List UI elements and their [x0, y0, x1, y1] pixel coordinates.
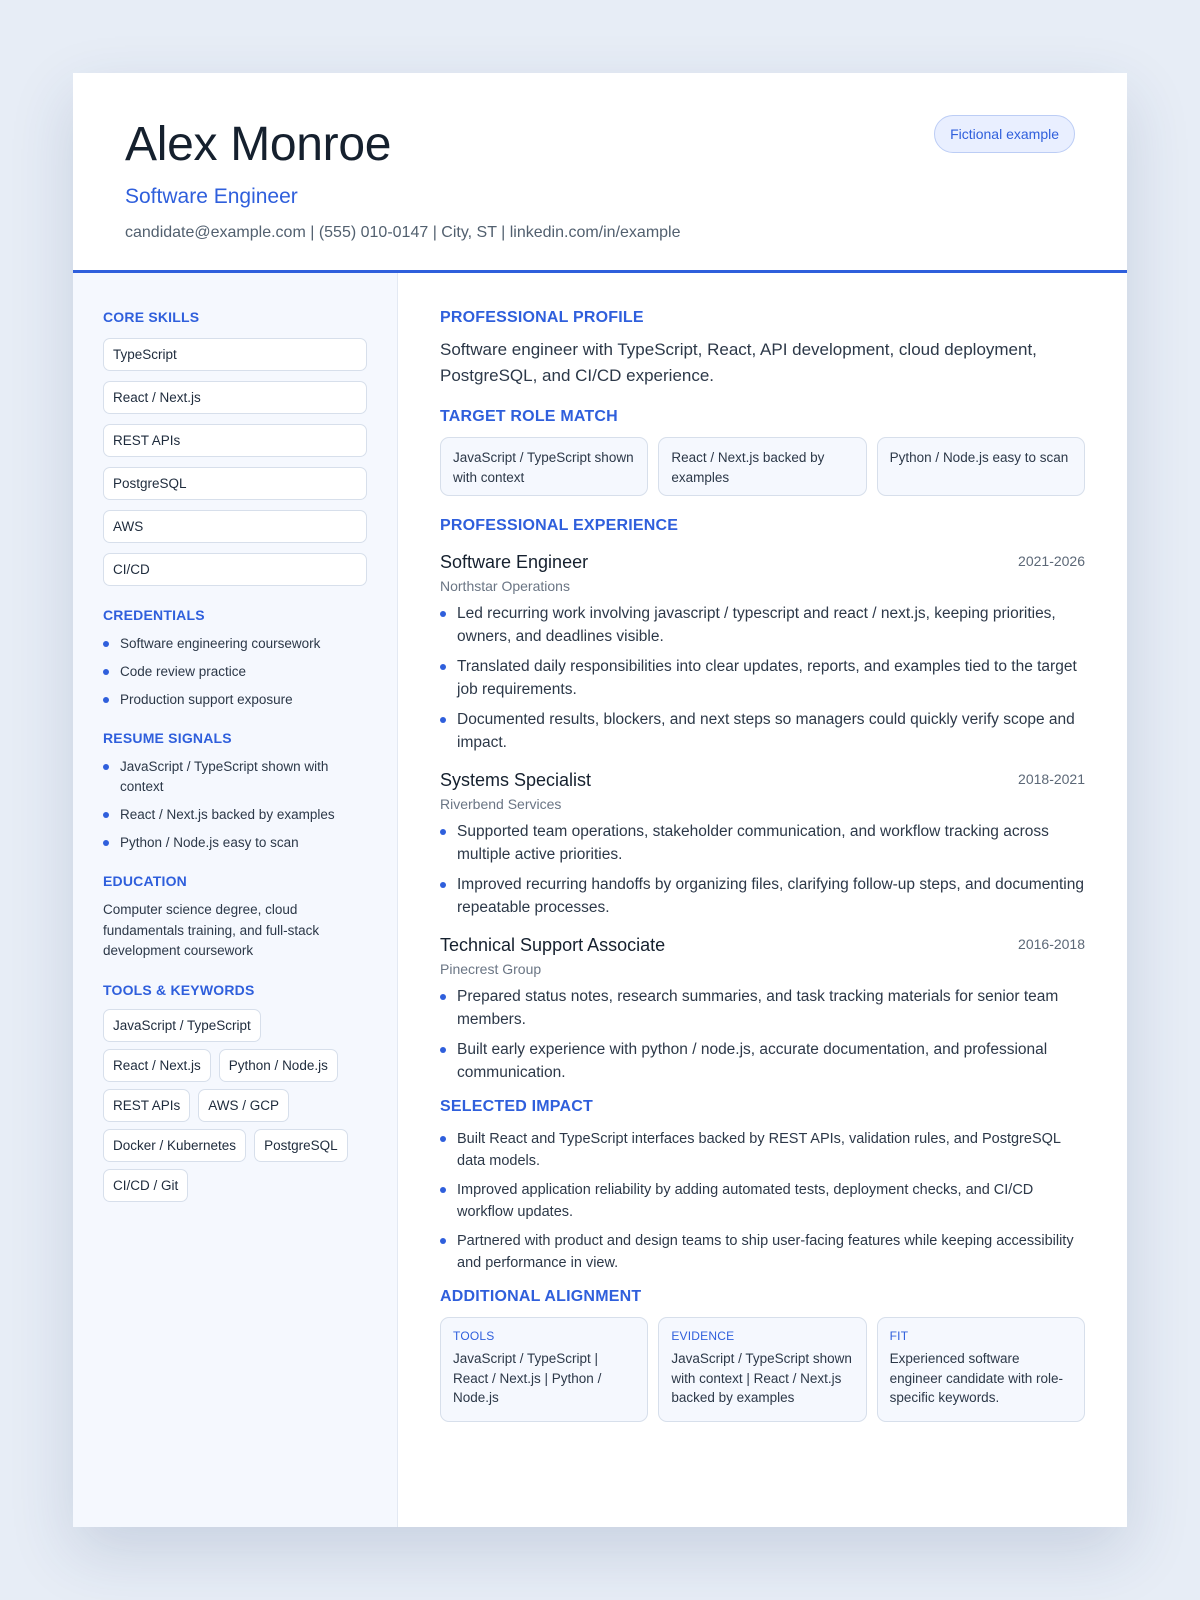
job-bullet: Prepared status notes, research summaries, and task tracking materials for senior team members. — [440, 985, 1085, 1031]
resume-header — [73, 73, 1127, 273]
credentials-heading: CREDENTIALS — [103, 607, 205, 623]
job-dates: 2016-2018 — [1018, 936, 1085, 952]
tool-tag: Python / Node.js — [219, 1049, 338, 1082]
job-bullet: Built early experience with python / node.js, accurate documentation, and professional communication. — [440, 1038, 1085, 1084]
job-bullet: Supported team operations, stakeholder communication, and workflow tracking across multiple active priorities. — [440, 820, 1085, 866]
resume-signals-section — [103, 730, 367, 853]
job-dates: 2018-2021 — [1018, 771, 1085, 787]
skill-item: React / Next.js — [103, 381, 367, 414]
job-company: Riverbend Services — [440, 796, 562, 812]
alignment-label: TOOLS — [453, 1329, 495, 1343]
core-skills-heading: CORE SKILLS — [103, 309, 200, 325]
job-title: Systems Specialist — [440, 770, 592, 790]
alignment-text: Experienced software engineer candidate with role-specific keywords. — [889, 1351, 1064, 1405]
education-text: Computer science degree, cloud fundamentals training, and full-stack development coursework — [103, 902, 320, 958]
alignment-card — [658, 1317, 866, 1422]
impact-item: Improved application reliability by adding automated tests, deployment checks, and CI/CD workflow updates. — [440, 1179, 1085, 1223]
target-role-section — [440, 408, 1085, 496]
tools-section — [103, 982, 367, 1202]
credential-item: Production support exposure — [103, 690, 367, 710]
tool-tag: JavaScript / TypeScript — [103, 1009, 261, 1042]
tool-tag: AWS / GCP — [198, 1089, 289, 1122]
candidate-name: Alex Monroe — [125, 118, 392, 171]
tool-tag: React / Next.js — [103, 1049, 211, 1082]
job-company: Pinecrest Group — [440, 961, 542, 977]
alignment-label: EVIDENCE — [671, 1329, 735, 1343]
credential-item: Code review practice — [103, 662, 367, 682]
skill-item: PostgreSQL — [103, 467, 367, 500]
fictional-badge: Fictional example — [934, 115, 1075, 153]
profile-heading: PROFESSIONAL PROFILE — [440, 309, 644, 326]
tool-tag: PostgreSQL — [254, 1129, 348, 1162]
tool-tag: Docker / Kubernetes — [103, 1129, 246, 1162]
resume-page — [73, 73, 1127, 1527]
impact-item: Partnered with product and design teams to ship user-facing features while keeping accessibility and performance in view. — [440, 1230, 1085, 1274]
credential-item: Software engineering coursework — [103, 634, 367, 654]
job-entry — [440, 933, 1085, 1084]
alignment-text: JavaScript / TypeScript | React / Next.js | Python / Node.js — [453, 1351, 602, 1405]
alignment-text: JavaScript / TypeScript shown with context | React / Next.js backed by examples — [671, 1351, 852, 1405]
skill-item: TypeScript — [103, 338, 367, 371]
signal-item: React / Next.js backed by examples — [103, 805, 367, 825]
education-section — [103, 873, 367, 962]
alignment-heading: ADDITIONAL ALIGNMENT — [440, 1288, 642, 1305]
job-bullet: Documented results, blockers, and next steps so managers could quickly verify scope and impact. — [440, 708, 1085, 754]
alignment-label: FIT — [889, 1329, 909, 1343]
credentials-section — [103, 607, 367, 710]
job-title: Software Engineer — [440, 552, 589, 572]
core-skills-section — [103, 309, 367, 586]
job-bullet: Translated daily responsibilities into clear updates, reports, and examples tied to the target job requirements. — [440, 655, 1085, 701]
signal-item: Python / Node.js easy to scan — [103, 833, 367, 853]
alignment-section — [440, 1288, 1085, 1422]
impact-section — [440, 1098, 1085, 1274]
job-bullet: Led recurring work involving javascript / typescript and react / next.js, keeping priorities, owners, and deadlines visible. — [440, 602, 1085, 648]
impact-heading: SELECTED IMPACT — [440, 1098, 593, 1115]
impact-item: Built React and TypeScript interfaces backed by REST APIs, validation rules, and PostgreSQL data models. — [440, 1128, 1085, 1172]
experience-section — [440, 517, 1085, 1084]
profile-section — [440, 309, 1085, 389]
tools-heading: TOOLS & KEYWORDS — [103, 981, 255, 998]
tool-tag: CI/CD / Git — [103, 1169, 188, 1202]
job-entry — [440, 550, 1085, 754]
alignment-card — [440, 1317, 648, 1422]
job-bullet: Improved recurring handoffs by organizing files, clarifying follow-up steps, and documenting repeatable processes. — [440, 873, 1085, 919]
skill-item: AWS — [103, 510, 367, 543]
alignment-card — [877, 1317, 1085, 1422]
skill-item: CI/CD — [103, 553, 367, 586]
job-entry — [440, 768, 1085, 919]
match-card: React / Next.js backed by examples — [658, 437, 866, 496]
job-dates: 2021-2026 — [1018, 553, 1085, 569]
main-column — [398, 273, 1127, 1527]
signal-item: JavaScript / TypeScript shown with context — [103, 757, 367, 797]
target-role-heading: TARGET ROLE MATCH — [440, 408, 618, 425]
experience-heading: PROFESSIONAL EXPERIENCE — [440, 517, 679, 534]
candidate-role: Software Engineer — [125, 185, 298, 208]
match-card: Python / Node.js easy to scan — [877, 437, 1085, 496]
skill-item: REST APIs — [103, 424, 367, 457]
profile-text: Software engineer with TypeScript, React, API development, cloud deployment, PostgreSQL, and CI/CD experience. — [440, 340, 1037, 385]
job-title: Technical Support Associate — [440, 935, 666, 955]
education-heading: EDUCATION — [103, 873, 187, 889]
sidebar — [73, 273, 398, 1527]
match-card: JavaScript / TypeScript shown with context — [440, 437, 648, 496]
tool-tag: REST APIs — [103, 1089, 190, 1122]
contact-line: candidate@example.com | (555) 010-0147 | City, ST | linkedin.com/in/example — [125, 224, 681, 241]
job-company: Northstar Operations — [440, 578, 570, 594]
resume-signals-heading: RESUME SIGNALS — [103, 730, 232, 746]
